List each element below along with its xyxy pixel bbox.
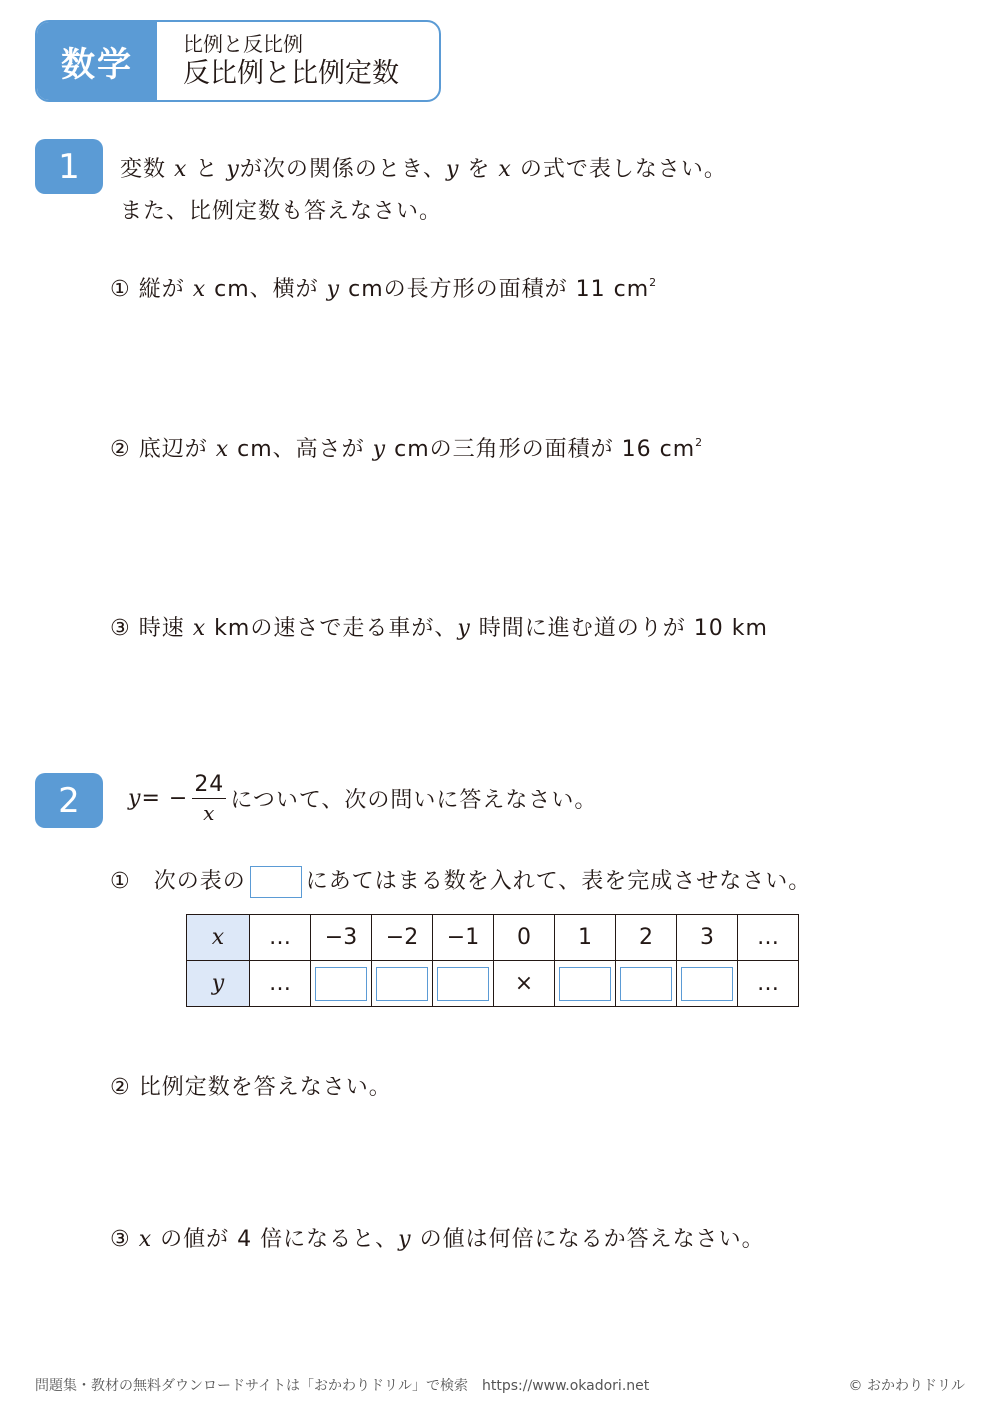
y-answer-cell[interactable]	[555, 961, 616, 1007]
x-header: x	[187, 915, 250, 961]
x-cell: 2	[616, 915, 677, 961]
question-1-badge: 1	[35, 139, 103, 194]
answer-box[interactable]	[681, 967, 733, 1001]
q1-item-1: ① 縦が x cm、横が y cmの長方形の面積が 11 $cm^2$	[110, 276, 658, 302]
x-cell: −3	[311, 915, 372, 961]
x-cell: 1	[555, 915, 616, 961]
answer-box[interactable]	[437, 967, 489, 1001]
q2-item-2: ② 比例定数を答えなさい。	[110, 1075, 392, 1100]
x-cell: −2	[372, 915, 433, 961]
table-row-y	[187, 961, 799, 1007]
x-cell: …	[738, 915, 799, 961]
q2-item-3: ③ x の値が 4 倍になると、y の値は何倍になるか答えなさい。	[110, 1227, 765, 1252]
x-cell: −1	[433, 915, 494, 961]
answer-box[interactable]	[376, 967, 428, 1001]
y-cell: ×	[494, 961, 555, 1007]
header-titles	[157, 22, 399, 100]
q2-equation: y = − $\frac{24}{x}$ について、次の問いに答えなさい。	[128, 772, 598, 825]
q1-item-3: ③ 時速 x kmの速さで走る車が、y 時間に進む道のりが 10 km	[110, 616, 768, 641]
answer-box[interactable]	[620, 967, 672, 1001]
y-answer-cell[interactable]	[616, 961, 677, 1007]
q1-instruction: 変数 x と yが次の関係のとき、y を x の式で表しなさい。	[120, 157, 727, 182]
value-table	[186, 914, 799, 1007]
worksheet-header	[35, 20, 441, 102]
footer-site-info: 問題集・教材の無料ダウンロードサイトは「おかわりドリル」で検索 https://www.okadori.net	[35, 1378, 650, 1394]
y-answer-cell[interactable]	[677, 961, 738, 1007]
y-header: y	[187, 961, 250, 1007]
x-cell: 0	[494, 915, 555, 961]
answer-box[interactable]	[315, 967, 367, 1001]
x-cell: …	[250, 915, 311, 961]
subject-label: 数学	[37, 22, 157, 100]
answer-blank-example	[250, 866, 302, 898]
unit-title: 比例と反比例	[183, 32, 303, 56]
q2-item-1: ① 次の表の にあてはまる数を入れて、表を完成させなさい。	[110, 864, 811, 898]
x-cell: 3	[677, 915, 738, 961]
question-2-badge: 2	[35, 773, 103, 828]
table-row-x	[187, 915, 799, 961]
y-cell: …	[738, 961, 799, 1007]
footer-copyright: © おかわりドリル	[848, 1378, 965, 1394]
y-answer-cell[interactable]	[372, 961, 433, 1007]
answer-box[interactable]	[559, 967, 611, 1001]
q1-item-2: ② 底辺が x cm、高さが y cmの三角形の面積が 16 $cm^2$	[110, 436, 704, 462]
topic-title: 反比例と比例定数	[183, 58, 399, 89]
y-cell: …	[250, 961, 311, 1007]
y-answer-cell[interactable]	[433, 961, 494, 1007]
fraction: $\frac{24}{x}$	[194, 772, 225, 825]
y-answer-cell[interactable]	[311, 961, 372, 1007]
q1-instruction-2: また、比例定数も答えなさい。	[120, 199, 443, 224]
